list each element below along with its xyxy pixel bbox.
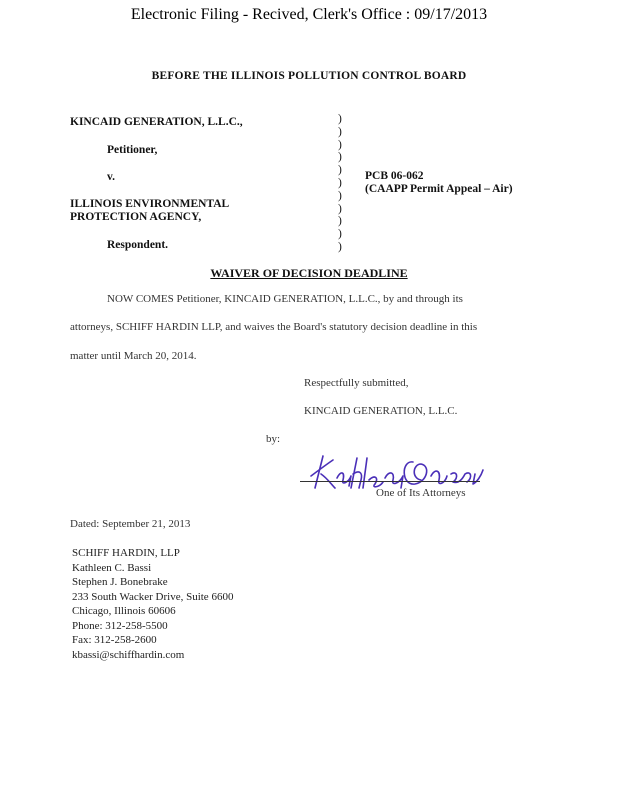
signature-stroke [337, 473, 351, 486]
respondent-label: Respondent. [107, 239, 169, 251]
paren: ) [338, 113, 342, 125]
firm-name: SCHIFF HARDIN, LLP [72, 547, 180, 559]
signature-stroke [311, 460, 335, 488]
filing-stamp: Electronic Filing - Recived, Clerk's Office : 09/17/2013 [130, 6, 488, 23]
respondent-name-line2: PROTECTION AGENCY, [70, 211, 202, 223]
email: kbassi@schiffhardin.com [72, 648, 185, 661]
address-line: Chicago, Illinois 60606 [72, 605, 176, 617]
attorney-role: One of Its Attorneys [376, 487, 466, 499]
versus-label: v. [107, 171, 115, 183]
petitioner-name: KINCAID GENERATION, L.L.C., [70, 116, 243, 128]
body-line-1: NOW COMES Petitioner, KINCAID GENERATION, L.L.C., by and through its [107, 293, 463, 305]
firm-block [72, 546, 233, 662]
address-line: 233 South Wacker Drive, Suite 6600 [72, 590, 234, 603]
paren: ) [338, 228, 342, 241]
signature-stroke [351, 458, 362, 488]
paren: ) [338, 189, 342, 202]
respondent-name-line1: ILLINOIS ENVIRONMENTAL [70, 198, 230, 210]
case-number: PCB 06-062 [365, 170, 424, 182]
paren: ) [338, 176, 342, 189]
paren: ) [338, 138, 342, 151]
paren: ) [338, 151, 342, 164]
document-title: WAIVER OF DECISION DEADLINE [210, 266, 408, 280]
signature-stroke [363, 458, 383, 488]
paren: ) [338, 164, 342, 177]
closing-company: KINCAID GENERATION, L.L.C. [304, 405, 458, 417]
by-label: by: [266, 433, 281, 445]
paren: ) [338, 125, 342, 138]
paren: ) [338, 215, 342, 228]
attorney-name: Kathleen C. Bassi [72, 561, 152, 574]
phone: Phone: 312-258-5500 [72, 619, 168, 632]
case-type: (CAAPP Permit Appeal – Air) [365, 183, 513, 195]
dated-line: Dated: September 21, 2013 [70, 518, 191, 530]
signature-line [300, 481, 480, 482]
body-line-3: matter until March 20, 2014. [70, 350, 197, 362]
body-line-2: attorneys, SCHIFF HARDIN LLP, and waives the Board's statutory decision deadline in this [70, 321, 478, 333]
caption-parentheses [338, 113, 346, 254]
board-heading: BEFORE THE ILLINOIS POLLUTION CONTROL BOARD [151, 70, 467, 82]
fax: Fax: 312-258-2600 [72, 634, 157, 646]
petitioner-label: Petitioner, [107, 144, 158, 156]
attorney-name: Stephen J. Bonebrake [72, 576, 168, 588]
respectfully-submitted: Respectfully submitted, [304, 377, 409, 389]
paren: ) [338, 240, 342, 253]
paren: ) [338, 202, 342, 215]
